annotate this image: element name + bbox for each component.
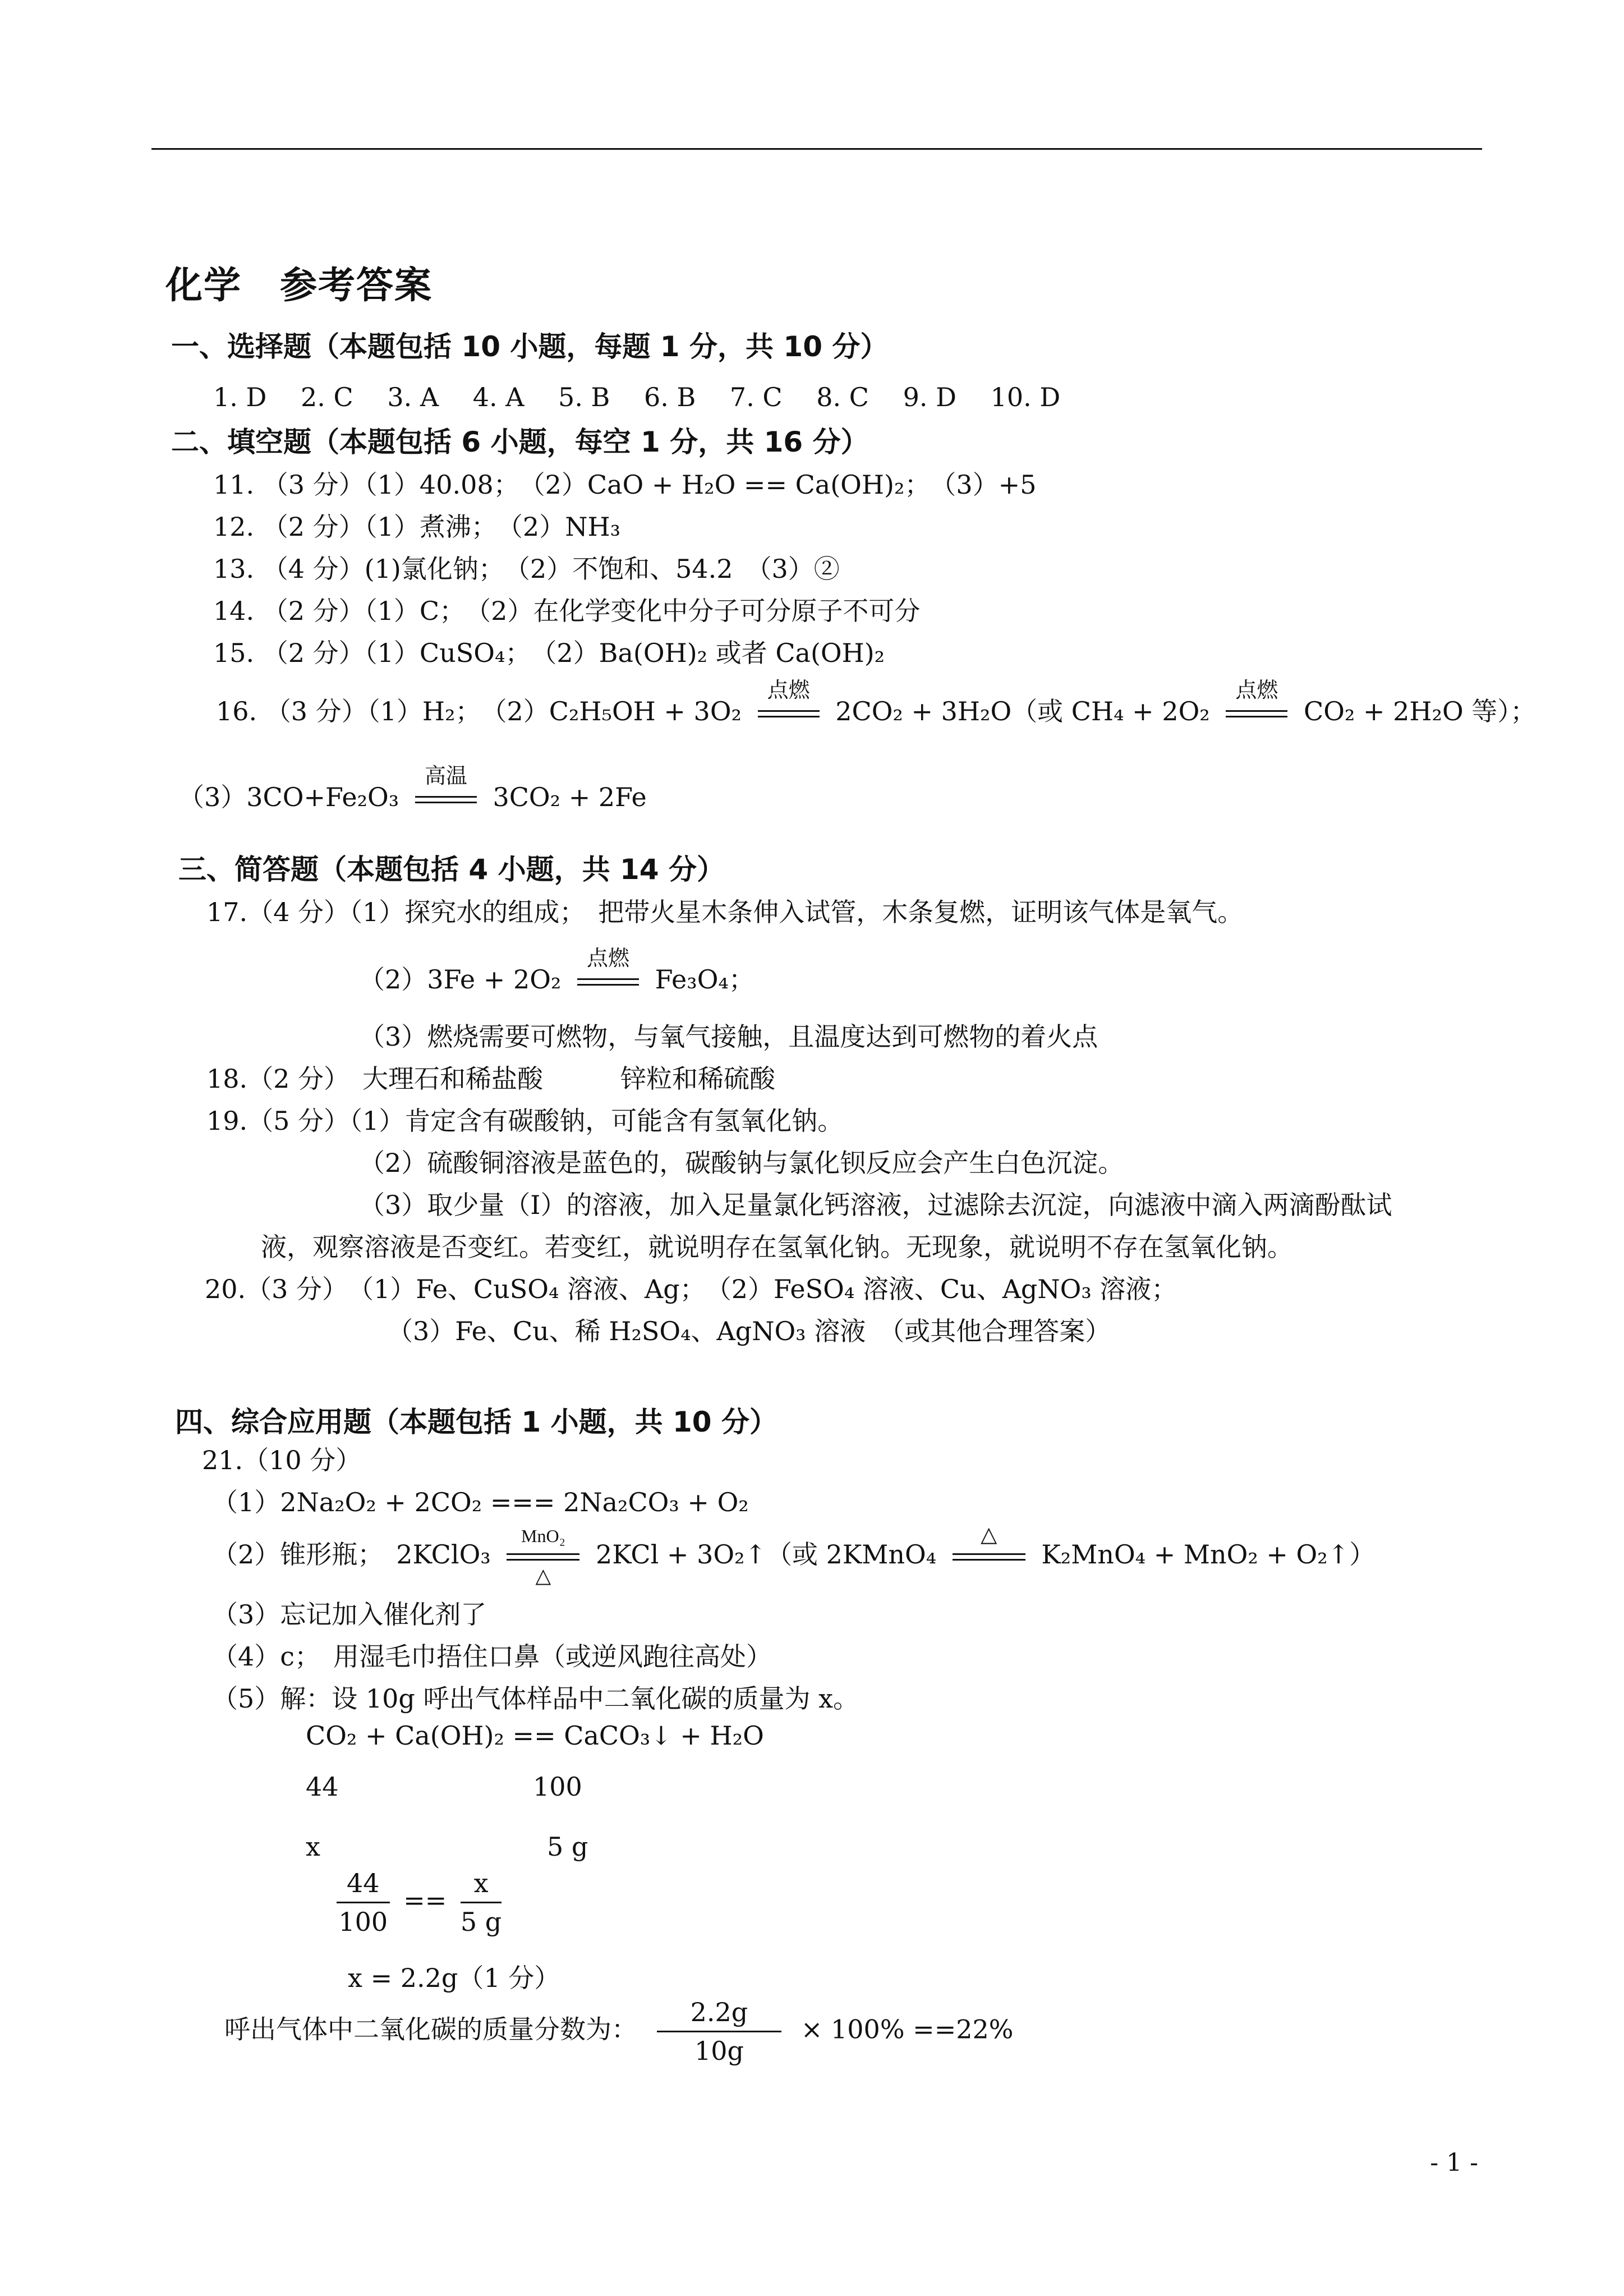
condition-label: 点燃 <box>586 946 629 970</box>
proportion <box>331 1868 507 1937</box>
answer-17-2 <box>359 946 755 996</box>
section-3-heading: 三、简答题（本题包括 4 小题，共 14 分） <box>178 853 725 886</box>
reaction-arrow <box>758 678 820 725</box>
reaction-arrow <box>953 1522 1025 1568</box>
heat-label: △ <box>535 1565 551 1588</box>
answer-17-1: 17.（4 分）（1）探究水的组成； 把带火星木条伸入试管，木条复燃，证明该气体是氧气。 <box>206 897 1244 927</box>
fraction <box>657 1997 782 2066</box>
answer-21-5: （5）解：设 10g 呼出气体样品中二氧化碳的质量为 x。 <box>212 1683 859 1714</box>
answer-19-2: （2）硫酸铜溶液是蓝色的，碳酸钠与氯化钡反应会产生白色沉淀。 <box>359 1148 1124 1178</box>
fraction <box>461 1868 502 1937</box>
fraction-denominator: 5 g <box>460 1907 502 1937</box>
condition-label: 点燃 <box>1235 678 1278 702</box>
answer-21-2-c: K₂MnO₄ + MnO₂ + O₂↑） <box>1041 1539 1375 1570</box>
page-title: 化学 参考答案 <box>165 264 433 307</box>
reaction-equation: CO₂ + Ca(OH)₂ == CaCO₃↓ + H₂O <box>306 1720 764 1751</box>
final-label: 呼出气体中二氧化碳的质量分数为： <box>224 2014 637 2045</box>
result-x: x = 2.2g（1 分） <box>348 1963 560 1993</box>
answer-16 <box>216 678 1536 728</box>
molar-mass-caco3: 100 <box>533 1772 582 1802</box>
answer-17-3: （3）燃烧需要可燃物，与氧气接触，且温度达到可燃物的着火点 <box>359 1022 1098 1052</box>
answer-16-part-a: 16. （3 分）（1）H₂； （2）C₂H₅OH + 3O₂ <box>216 696 742 726</box>
fraction-numerator: 44 <box>337 1868 390 1903</box>
molar-mass-co2: 44 <box>306 1772 339 1802</box>
choice-answers: 1. D 2. C 3. A 4. A 5. B 6. B 7. C 8. C 9. D 10. D <box>213 382 1061 412</box>
reaction-arrow <box>577 946 639 993</box>
fraction-denominator: 10g <box>694 2036 744 2066</box>
answer-16-3 <box>178 763 647 814</box>
fraction-numerator: x <box>461 1868 502 1903</box>
section-1-heading: 一、选择题（本题包括 10 小题，每题 1 分，共 10 分） <box>171 330 889 363</box>
fraction-denominator: 100 <box>338 1907 388 1937</box>
answer-14: 14. （2 分）（1）C； （2）在化学变化中分子可分原子不可分 <box>213 596 921 626</box>
answer-12: 12. （2 分）（1）煮沸； （2）NH₃ <box>213 512 621 542</box>
answer-15: 15. （2 分）（1）CuSO₄； （2）Ba(OH)₂ 或者 Ca(OH)₂ <box>213 638 885 668</box>
answer-21: 21.（10 分） <box>202 1445 362 1475</box>
answer-20-2: （3）Fe、Cu、稀 H₂SO₄、AgNO₃ 溶液 （或其他合理答案） <box>387 1316 1111 1346</box>
catalyst-label: MnO₂ <box>521 1526 565 1546</box>
reaction-arrow <box>415 763 477 811</box>
answer-19-4: 液，观察溶液是否变红。若变红，就说明存在氢氧化钠。无现象，就说明不存在氢氧化钠。 <box>261 1232 1293 1262</box>
answer-17-2-right: Fe₃O₄； <box>655 964 755 995</box>
page-number: - 1 - <box>1430 2148 1478 2177</box>
answer-21-2 <box>212 1522 1375 1588</box>
reaction-arrow <box>507 1526 579 1588</box>
answer-21-3: （3）忘记加入催化剂了 <box>212 1599 487 1630</box>
answer-19-3: （3）取少量（I）的溶液，加入足量氯化钙溶液，过滤除去沉淀，向滤液中滴入两滴酚酞试 <box>359 1190 1392 1220</box>
heat-label: △ <box>981 1522 997 1547</box>
equals-sign: == <box>403 1885 447 1916</box>
precipitate-mass: 5 g <box>547 1832 588 1862</box>
section-2-heading: 二、填空题（本题包括 6 小题，每空 1 分，共 16 分） <box>171 426 869 458</box>
answer-17-2-left: （2）3Fe + 2O₂ <box>359 964 562 995</box>
answer-13: 13. （4 分）(1)氯化钠； （2）不饱和、54.2 （3）② <box>213 554 840 584</box>
answer-16-part-c: CO₂ + 2H₂O 等）； <box>1304 696 1536 726</box>
answer-11: 11. （3 分）（1）40.08； （2）CaO + H₂O == Ca(OH)₂； （3）+5 <box>213 470 1037 500</box>
answer-19-1: 19.（5 分）（1）肯定含有碳酸钠，可能含有氢氧化钠。 <box>206 1106 844 1136</box>
answer-16-3-right: 3CO₂ + 2Fe <box>493 782 647 812</box>
answer-18: 18.（2 分） 大理石和稀盐酸 锌粒和稀硫酸 <box>206 1064 776 1094</box>
fraction-numerator: 2.2g <box>657 1997 782 2032</box>
answer-16-3-left: （3）3CO+Fe₂O₃ <box>178 782 399 812</box>
answer-21-4: （4）c； 用湿毛巾捂住口鼻（或逆风跑往高处） <box>212 1641 772 1672</box>
answer-21-2-a: （2）锥形瓶； 2KClO₃ <box>212 1539 491 1570</box>
answer-20-1: 20.（3 分） （1）Fe、CuSO₄ 溶液、Ag； （2）FeSO₄ 溶液、Cu、AgNO₃ 溶液； <box>205 1274 1177 1304</box>
condition-label: 点燃 <box>767 678 810 702</box>
fraction <box>337 1868 390 1937</box>
final-answer <box>224 1997 1013 2066</box>
final-tail: × 100% ==22% <box>801 2014 1014 2045</box>
unknown-x: x <box>306 1832 320 1862</box>
section-4-heading: 四、综合应用题（本题包括 1 小题，共 10 分） <box>175 1406 778 1438</box>
header-rule <box>151 148 1482 150</box>
condition-label: 高温 <box>424 763 467 788</box>
answer-21-2-b: 2KCl + 3O₂↑（或 2KMnO₄ <box>595 1539 937 1570</box>
reaction-arrow <box>1226 678 1287 725</box>
answer-21-1: （1）2Na₂O₂ + 2CO₂ === 2Na₂CO₃ + O₂ <box>212 1487 749 1517</box>
answer-16-part-b: 2CO₂ + 3H₂O（或 CH₄ + 2O₂ <box>835 696 1210 726</box>
